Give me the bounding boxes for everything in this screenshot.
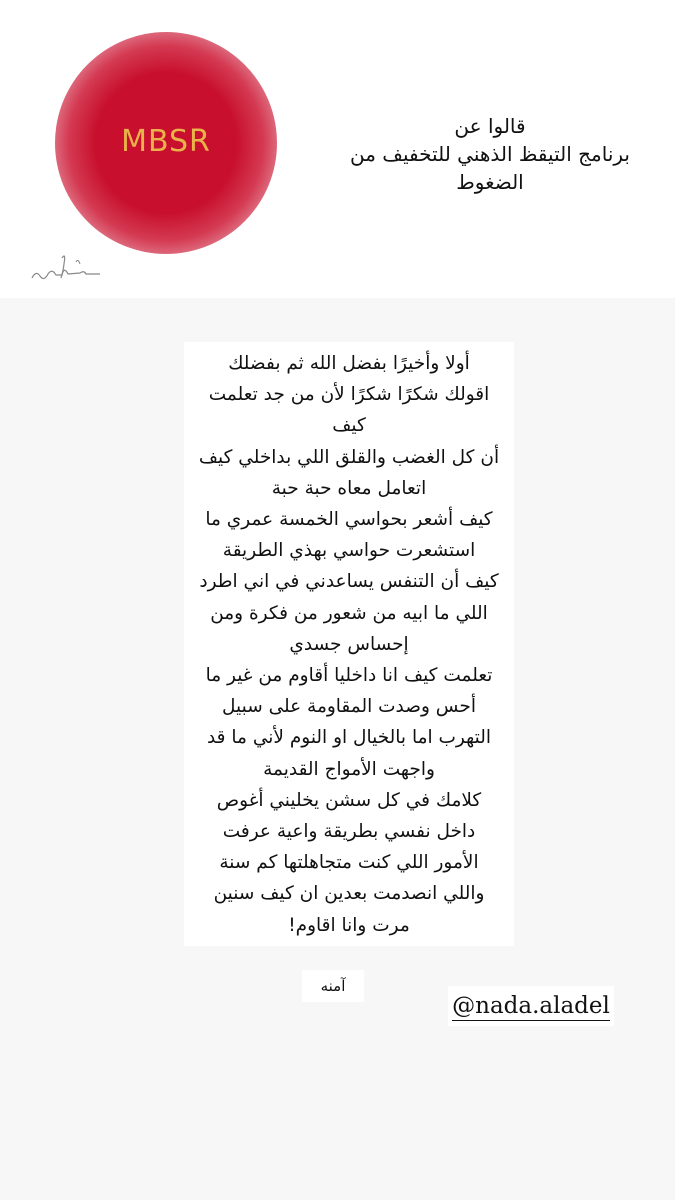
account-handle-sticker[interactable] (448, 986, 614, 1026)
title-line: الضغوط (456, 170, 524, 194)
handwritten-signature (28, 248, 108, 288)
testimonial-line: واجهت الأمواج القديمة (263, 758, 435, 780)
testimonial-line: واللي انصدمت بعدين ان كيف سنين (213, 883, 485, 905)
testimonial-line: تعلمت كيف انا داخليا أقاوم من غير ما (205, 665, 493, 687)
mbsr-logo (55, 32, 277, 254)
title-line: برنامج التيقظ الذهني للتخفيف من (350, 142, 630, 166)
testimonial-line: أولا وأخيرًا بفضل الله ثم بفضلك (228, 353, 470, 374)
testimonial-line: داخل نفسي بطريقة واعية عرفت (222, 821, 476, 843)
testimonial-line: اقولك شكرًا شكرًا لأن من جد تعلمت (208, 384, 490, 406)
logo-text: MBSR (121, 124, 211, 159)
testimonial-line: كلامك في كل سشن يخليني أغوص (216, 789, 482, 811)
testimonial-line: استشعرت حواسي بهذي الطريقة (222, 540, 476, 562)
title-line: قالوا عن (454, 114, 526, 138)
account-handle[interactable]: @nada.aladel (452, 993, 610, 1019)
testimonial-line: كيف أشعر بحواسي الخمسة عمري ما (205, 509, 493, 531)
testimonial-line: كيف (332, 415, 366, 437)
testimonial-line: أن كل الغضب والقلق اللي بداخلي كيف (198, 446, 500, 468)
testimonial-line: اللي ما ابيه من شعور من فكرة ومن (210, 602, 488, 624)
testimonial-line: إحساس جسدي (289, 633, 409, 655)
testimonial-text (184, 348, 514, 941)
testimonial-line: أحس وصدت المقاومة على سبيل (222, 696, 476, 718)
testimonial-card (184, 342, 514, 946)
testimonial-line: التهرب اما بالخيال او النوم لأني ما قد (206, 727, 492, 749)
testimonial-author: آمنه (302, 970, 364, 1002)
testimonial-line: مرت وانا اقاوم! (288, 914, 410, 936)
testimonial-line: اتعامل معاه حبة حبة (271, 477, 427, 499)
header-panel (0, 0, 675, 298)
testimonial-line: كيف أن التنفس يساعدني في اني اطرد (199, 571, 499, 593)
page-title (320, 112, 660, 196)
testimonial-line: الأمور اللي كنت متجاهلتها كم سنة (219, 852, 479, 874)
